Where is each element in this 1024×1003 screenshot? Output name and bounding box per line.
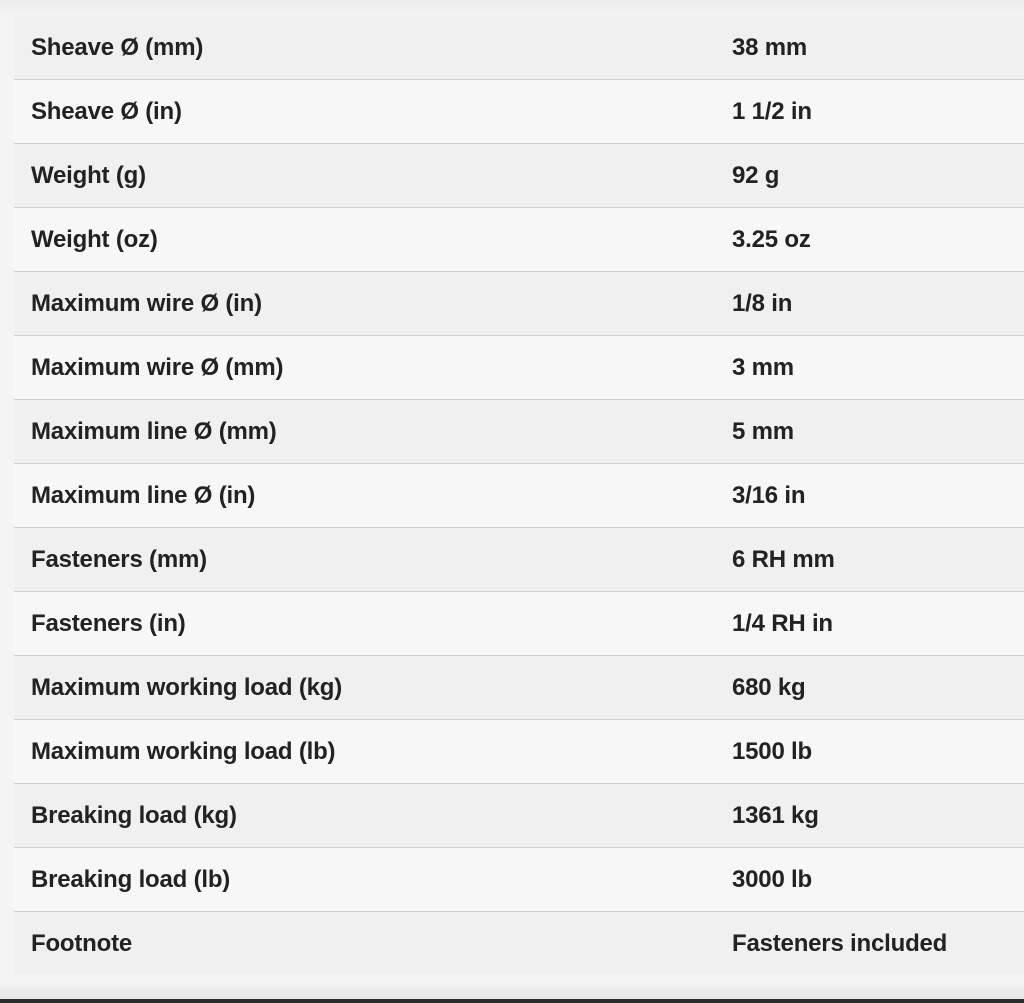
spec-value: 1 1/2 in bbox=[732, 97, 812, 125]
spec-label: Maximum line Ø (mm) bbox=[31, 417, 277, 445]
spec-label: Weight (g) bbox=[31, 161, 146, 189]
spec-label: Weight (oz) bbox=[31, 225, 158, 253]
top-shadow bbox=[0, 0, 1024, 16]
table-row bbox=[14, 400, 1024, 464]
table-row bbox=[14, 848, 1024, 912]
spec-value: 3 mm bbox=[732, 353, 794, 381]
table-row bbox=[14, 272, 1024, 336]
spec-label: Breaking load (lb) bbox=[31, 865, 231, 893]
spec-value: 3.25 oz bbox=[732, 225, 811, 253]
spec-value: 3/16 in bbox=[732, 481, 806, 509]
table-row bbox=[14, 464, 1024, 528]
spec-value: 38 mm bbox=[732, 33, 808, 61]
spec-label: Maximum wire Ø (mm) bbox=[31, 353, 284, 381]
spec-value: 3000 lb bbox=[732, 865, 812, 893]
table-row bbox=[14, 656, 1024, 720]
spec-value: 92 g bbox=[732, 161, 780, 189]
spec-value: 1500 lb bbox=[732, 737, 812, 765]
table-row bbox=[14, 144, 1024, 208]
spec-label: Fasteners (in) bbox=[31, 609, 186, 637]
spec-value: 1361 kg bbox=[732, 801, 819, 829]
spec-value: 6 RH mm bbox=[732, 545, 835, 573]
spec-label: Footnote bbox=[31, 929, 133, 957]
spec-label: Maximum line Ø (in) bbox=[31, 481, 256, 509]
table-row bbox=[14, 528, 1024, 592]
spec-label: Sheave Ø (mm) bbox=[31, 33, 204, 61]
table-row bbox=[14, 336, 1024, 400]
bottom-border bbox=[0, 999, 1024, 1003]
table-row bbox=[14, 16, 1024, 80]
table-row bbox=[14, 592, 1024, 656]
table-row bbox=[14, 80, 1024, 144]
table-row bbox=[14, 720, 1024, 784]
spec-label: Sheave Ø (in) bbox=[31, 97, 182, 125]
spec-value: 1/8 in bbox=[732, 289, 793, 317]
bottom-shadow bbox=[0, 981, 1024, 999]
table-row bbox=[14, 912, 1024, 975]
spec-label: Maximum wire Ø (in) bbox=[31, 289, 262, 317]
spec-value: 680 kg bbox=[732, 673, 806, 701]
table-row bbox=[14, 784, 1024, 848]
spec-label: Maximum working load (lb) bbox=[31, 737, 336, 765]
table-row bbox=[14, 208, 1024, 272]
spec-value: 5 mm bbox=[732, 417, 794, 445]
specifications-table bbox=[14, 16, 1024, 975]
spec-label: Maximum working load (kg) bbox=[31, 673, 343, 701]
spec-label: Fasteners (mm) bbox=[31, 545, 207, 573]
spec-value: Fasteners included bbox=[732, 929, 948, 957]
spec-label: Breaking load (kg) bbox=[31, 801, 237, 829]
spec-value: 1/4 RH in bbox=[732, 609, 833, 637]
